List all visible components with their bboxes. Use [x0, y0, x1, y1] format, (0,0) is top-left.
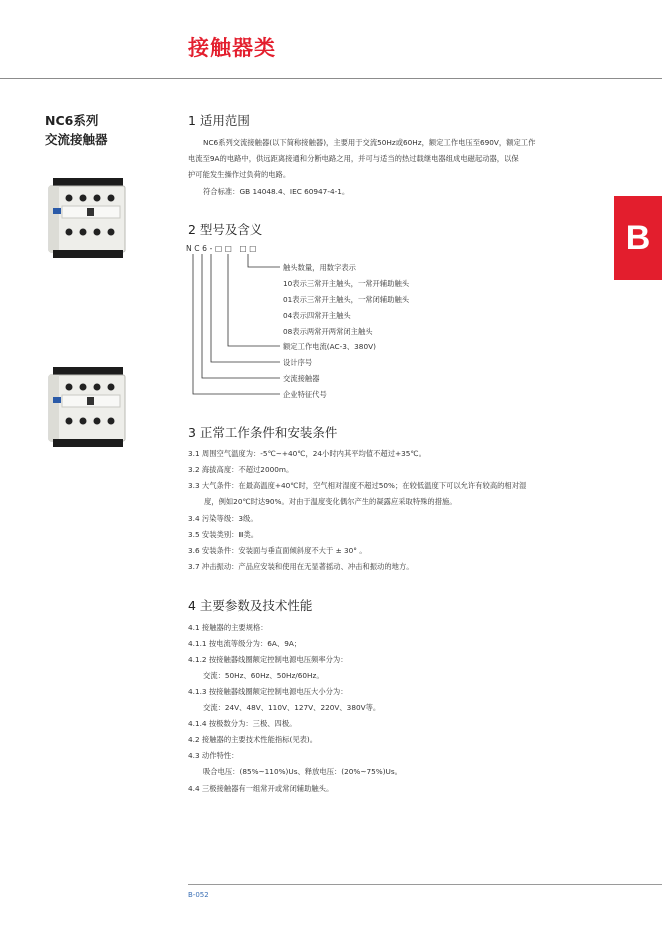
section-3-item: 3.7 冲击振动：产品应安装和使用在无显著摇动、冲击和振动的地方。	[188, 562, 414, 571]
series-name: NC6系列	[45, 113, 99, 128]
section-4-title: 4 主要参数及技术性能	[188, 598, 313, 613]
page-header-title: 接触器类	[188, 36, 276, 60]
footer-divider	[188, 884, 662, 885]
section-3-item: 3.6 安装条件：安装面与垂直面倾斜度不大于 ± 30° 。	[188, 546, 367, 555]
section-3-title: 3 正常工作条件和安装条件	[188, 425, 338, 440]
code-label: 08表示两常开两常闭主触头	[283, 327, 373, 336]
section-4-item: 4.4 三极接触器有一组常开或常闭辅助触头。	[188, 784, 334, 793]
section-1-standard: 符合标准：GB 14048.4、IEC 60947-4-1。	[203, 187, 350, 196]
section-1-line: NC6系列交流接触器(以下简称接触器)，主要用于交流50Hz或60Hz，额定工作电压至690V，额定工作	[203, 138, 536, 147]
section-4-item: 4.1 接触器的主要规格：	[188, 623, 268, 632]
section-4-item: 4.2 接触器的主要技术性能指标(见表)。	[188, 735, 318, 744]
code-label: 04表示四常开主触头	[283, 311, 351, 320]
section-3-item: 3.4 污染等级：3级。	[188, 514, 258, 523]
section-4-item: 4.3 动作特性：	[188, 751, 239, 760]
code-label: 交流接触器	[283, 374, 320, 383]
code-label: 10表示三常开主触头，一常开辅助触头	[283, 279, 410, 288]
section-4-item: 交流：24V、48V、110V、127V、220V、380V等。	[203, 703, 381, 712]
section-4-item: 吸合电压：(85%~110%)Us、释放电压：(20%~75%)Us。	[203, 767, 402, 776]
section-2-title: 2 型号及含义	[188, 222, 263, 237]
section-3-item: 3.5 安装类别：Ⅲ类。	[188, 530, 259, 539]
code-label: 企业特征代号	[283, 390, 327, 399]
section-tab-b: B	[614, 196, 662, 280]
section-3-item: 3.2 海拔高度：不超过2000m。	[188, 465, 294, 474]
section-4-item: 4.1.2 按接触器线圈额定控制电源电压频率分为：	[188, 655, 348, 664]
section-3-item: 3.3 大气条件：在最高温度+40℃时，空气相对湿度不超过50%；在较低温度下可以允许有较高的相对湿	[188, 481, 527, 490]
section-4-item: 4.1.4 按极数分为：三极、四极。	[188, 719, 297, 728]
section-4-item: 4.1.1 按电流等级分为：6A、9A；	[188, 639, 302, 648]
section-1-line: 护可能发生操作过负荷的电路。	[188, 170, 291, 179]
code-label: 01表示三常开主触头，一常闭辅助触头	[283, 295, 410, 304]
section-1-title: 1 适用范围	[188, 113, 250, 128]
model-code: NC6-□□ □□	[186, 244, 260, 253]
section-3-item: 3.1 周围空气温度为：-5℃~+40℃，24小时内其平均值不超过+35℃。	[188, 449, 426, 458]
code-label: 设计序号	[283, 358, 313, 367]
section-1-line: 电流至9A的电路中，供远距离接通和分断电路之用，并可与适当的热过载继电器组成电磁起动器，以保	[188, 154, 519, 163]
page-number: B-052	[188, 891, 209, 899]
series-type: 交流接触器	[45, 132, 108, 147]
code-label: 额定工作电流(AC-3、380V)	[283, 342, 376, 351]
code-label: 触头数量，用数字表示	[283, 263, 356, 272]
section-4-item: 4.1.3 按接触器线圈额定控制电源电压大小分为：	[188, 687, 348, 696]
section-3-item: 度，例如20℃时达90%。对由于温度变化偶尔产生的凝露应采取特殊的措施。	[204, 497, 457, 506]
section-4-item: 交流：50Hz、60Hz、50Hz/60Hz。	[203, 671, 324, 680]
